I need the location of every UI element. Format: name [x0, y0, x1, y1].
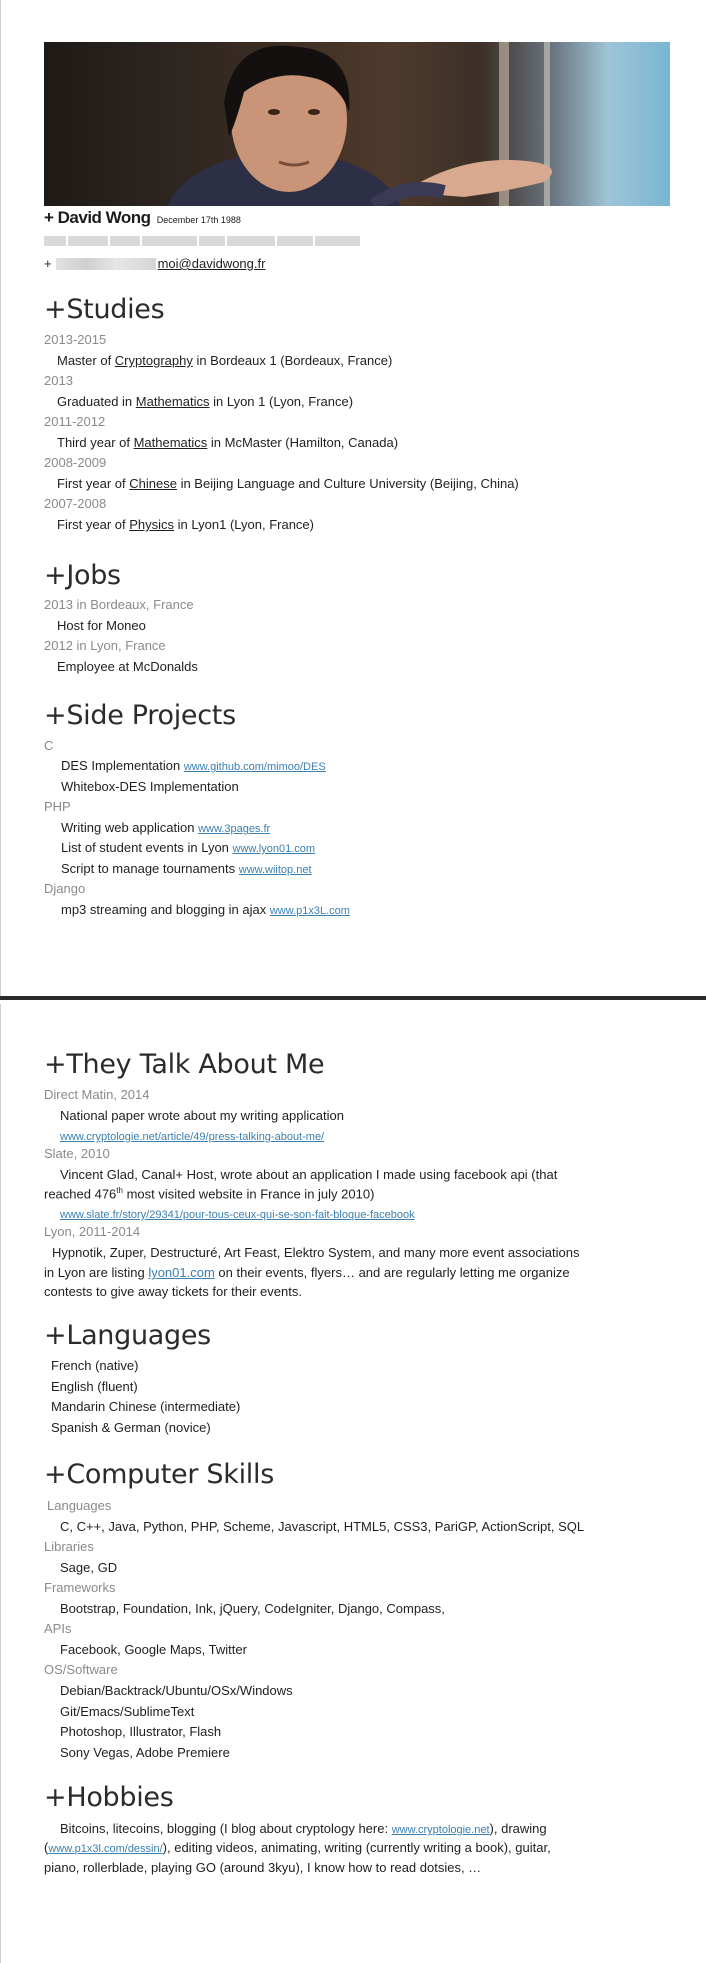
study-text: in Lyon1 (Lyon, France): [174, 517, 314, 532]
study-subject-link[interactable]: Mathematics: [135, 394, 210, 409]
talk-heading: +They Talk About Me: [44, 1049, 325, 1080]
project-link[interactable]: www.p1x3L.com: [269, 905, 350, 917]
talk-link[interactable]: lyon01.com: [148, 1265, 215, 1280]
study-text: in McMaster (Hamilton, Canada): [207, 435, 399, 450]
project-text: Script to manage tournaments: [61, 861, 239, 876]
full-name: + David Wong: [44, 208, 151, 227]
contact-prefix: +: [44, 256, 52, 271]
job-when: 2012 in Lyon, France: [44, 638, 166, 653]
study-text: First year of: [57, 517, 130, 532]
page-separator: [0, 996, 706, 1004]
hobbies-text: piano, rollerblade, playing GO (around 3kyu), I know how to read dotsies, …: [44, 1860, 482, 1875]
study-item: [57, 476, 519, 491]
talk-link-row: [60, 1206, 415, 1221]
language-item: English (fluent): [51, 1379, 138, 1394]
project-item: [61, 820, 270, 835]
talk-text-part: in Lyon are listing: [44, 1265, 149, 1280]
talk-link[interactable]: www.slate.fr/story/29341/pour-tous-ceux-qui-se-son-fait-bloque-facebook: [60, 1209, 415, 1221]
jobs-heading: +Jobs: [44, 560, 121, 591]
project-item: [61, 840, 315, 855]
language-item: Mandarin Chinese (intermediate): [51, 1399, 241, 1414]
study-subject-link[interactable]: Physics: [129, 517, 175, 532]
hobbies-text-part: (: [44, 1840, 49, 1855]
skill-category: Languages: [47, 1498, 112, 1513]
hobbies-text-part: ), editing videos, animating, writing (currently writing a book), guitar,: [162, 1840, 551, 1855]
hobbies-text: [44, 1840, 551, 1855]
redacted-address: [44, 236, 362, 246]
talk-link-row: [60, 1128, 324, 1143]
job-when: 2013 in Bordeaux, France: [44, 597, 194, 612]
study-text: in Beijing Language and Culture University (Beijing, China): [176, 476, 519, 491]
skill-line: Debian/Backtrack/Ubuntu/OSx/Windows: [60, 1683, 293, 1698]
project-link[interactable]: www.github.com/mimoo/DES: [183, 761, 326, 773]
talk-text-part: on their events, flyers… and are regularly letting me organize: [214, 1265, 570, 1280]
study-text: Third year of: [57, 435, 134, 450]
side-projects-heading: +Side Projects: [44, 700, 236, 731]
skill-line: Sony Vegas, Adobe Premiere: [60, 1745, 230, 1760]
study-year: 2013-2015: [44, 332, 107, 347]
talk-text: Vincent Glad, Canal+ Host, wrote about an application I made using facebook api (that: [60, 1167, 558, 1182]
study-text: Master of: [57, 353, 115, 368]
languages-heading: +Languages: [44, 1320, 211, 1351]
project-item: [61, 779, 239, 794]
talk-text: [44, 1265, 570, 1280]
ordinal-suffix: th: [116, 1186, 123, 1195]
study-text: in Lyon 1 (Lyon, France): [209, 394, 354, 409]
skill-line: Sage, GD: [60, 1560, 118, 1575]
project-item: [61, 861, 312, 876]
talk-text: Hypnotik, Zuper, Destructuré, Art Feast, Elektro System, and many more event associations: [52, 1245, 580, 1260]
drawing-link[interactable]: www.p1x3l.com/dessin/: [48, 1843, 163, 1855]
talk-source: Slate, 2010: [44, 1146, 110, 1161]
language-item: Spanish & German (novice): [51, 1420, 211, 1435]
skills-heading: +Computer Skills: [44, 1459, 274, 1490]
redacted-phone: [56, 258, 156, 270]
talk-text: contests to give away tickets for their events.: [44, 1284, 302, 1299]
project-language: C: [44, 738, 54, 753]
talk-text: [44, 1186, 374, 1201]
project-text: List of student events in Lyon: [61, 840, 233, 855]
talk-source: Direct Matin, 2014: [44, 1087, 150, 1102]
study-item: [57, 435, 398, 450]
skill-category: Libraries: [44, 1539, 94, 1554]
project-link[interactable]: www.3pages.fr: [198, 823, 271, 835]
skill-line: Bootstrap, Foundation, Ink, jQuery, CodeIgniter, Django, Compass,: [60, 1601, 445, 1616]
project-text: DES Implementation: [61, 758, 184, 773]
blog-link[interactable]: www.cryptologie.net: [391, 1824, 490, 1836]
project-language: PHP: [44, 799, 71, 814]
talk-text-part: most visited website in France in july 2010): [122, 1186, 375, 1202]
studies-heading: +Studies: [44, 294, 165, 325]
study-item: [57, 353, 392, 368]
skill-line: Facebook, Google Maps, Twitter: [60, 1642, 247, 1657]
study-year: 2007-2008: [44, 496, 107, 511]
study-year: 2013: [44, 373, 73, 388]
talk-link[interactable]: www.cryptologie.net/article/49/press-talking-about-me/: [60, 1131, 325, 1143]
study-subject-link[interactable]: Mathematics: [133, 435, 208, 450]
project-text: Writing web application: [61, 820, 199, 835]
skill-category: APIs: [44, 1621, 72, 1636]
study-subject-link[interactable]: Cryptography: [114, 353, 193, 368]
hobbies-text-part: Bitcoins, litecoins, blogging (I blog about cryptology here:: [60, 1821, 392, 1836]
birth-date: December 17th 1988: [156, 215, 241, 225]
study-item: [57, 517, 314, 532]
job-role: Host for Moneo: [57, 618, 146, 633]
email-link[interactable]: moi@davidwong.fr: [157, 256, 266, 271]
study-subject-link[interactable]: Chinese: [129, 476, 177, 491]
name-heading: [44, 208, 241, 228]
skill-line: Git/Emacs/SublimeText: [60, 1704, 195, 1719]
skill-line: Photoshop, Illustrator, Flash: [60, 1724, 222, 1739]
study-year: 2008-2009: [44, 455, 107, 470]
project-link[interactable]: www.wiitop.net: [238, 864, 312, 876]
hobbies-text-part: ), drawing: [489, 1821, 547, 1836]
talk-source: Lyon, 2011-2014: [44, 1224, 141, 1239]
job-role: Employee at McDonalds: [57, 659, 198, 674]
study-year: 2011-2012: [44, 414, 106, 429]
study-text: Graduated in: [57, 394, 136, 409]
hobbies-text: [60, 1821, 547, 1836]
profile-photo: [44, 42, 670, 206]
language-item: French (native): [51, 1358, 139, 1373]
project-text: mp3 streaming and blogging in ajax: [61, 902, 270, 917]
study-text: in Bordeaux 1 (Bordeaux, France): [192, 353, 393, 368]
skill-category: Frameworks: [44, 1580, 116, 1595]
skill-category: OS/Software: [44, 1662, 118, 1677]
project-item: [61, 902, 350, 917]
skill-line: C, C++, Java, Python, PHP, Scheme, Javascript, HTML5, CSS3, PariGP, ActionScript, SQL: [60, 1519, 585, 1534]
project-language: Django: [44, 881, 86, 896]
talk-text: National paper wrote about my writing application: [60, 1108, 344, 1123]
project-item: [61, 758, 326, 773]
talk-text-part: reached 476: [44, 1186, 117, 1202]
project-link[interactable]: www.lyon01.com: [232, 843, 316, 855]
hobbies-heading: +Hobbies: [44, 1782, 174, 1813]
project-text: Whitebox-DES Implementation: [61, 779, 239, 794]
study-text: First year of: [57, 476, 130, 491]
resume-page-2: [0, 1004, 706, 1963]
study-item: [57, 394, 353, 409]
contact-line: [44, 256, 265, 271]
